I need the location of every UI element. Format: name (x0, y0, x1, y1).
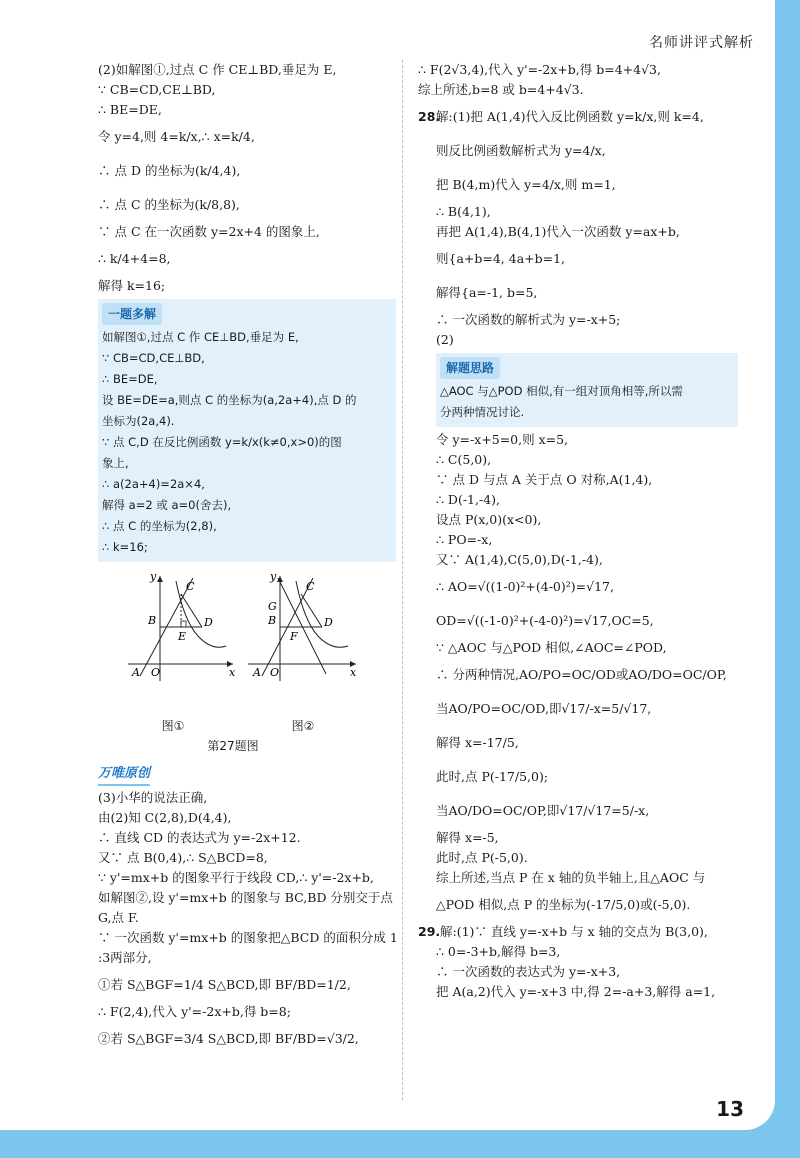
label-B: B (148, 614, 157, 627)
right-margin-band (775, 0, 800, 1158)
bottom-margin-band (0, 1130, 800, 1158)
text-line: ∵ 点 C 在一次函数 y=2x+4 的图象上, (98, 224, 320, 239)
label-D-2: D (324, 616, 333, 629)
label-C: C (186, 580, 195, 593)
text-line: 令 y=-x+5=0,则 x=5, (436, 432, 569, 447)
label-A-2: A (253, 666, 261, 679)
label-A: A (132, 666, 140, 679)
text-line: 把 A(a,2)代入 y=-x+3 中,得 2=-a+3,解得 a=1, (436, 984, 716, 999)
text-line: 设点 P(x,0)(x<0), (436, 512, 542, 527)
text-line: (3)小华的说法正确, (98, 790, 208, 805)
text-line: 综上所述,当点 P 在 x 轴的负半轴上,且△AOC 与 (436, 870, 706, 885)
text-line: ∴ 分两种情况,AO/PO=OC/OD或AO/DO=OC/OP, (436, 667, 727, 682)
text-line: ∴ B(4,1), (436, 204, 491, 219)
text-line: (2)如解图①,过点 C 作 CE⊥BD,垂足为 E, (98, 62, 337, 77)
box-line: 设 BE=DE=a,则点 C 的坐标为(a,2a+4),点 D 的 (102, 393, 357, 407)
brand-label: 万唯原创 (98, 764, 150, 786)
text-line: 当AO/PO=OC/OD,即√17/-x=5/√17, (436, 701, 652, 716)
question-number: 29. (418, 924, 441, 939)
text-line: 当AO/DO=OC/OP,即√17/√17=5/-x, (436, 803, 650, 818)
left-column (98, 60, 396, 1056)
label-B-2: B (268, 614, 277, 627)
label-G: G (268, 600, 277, 613)
text-line: 此时,点 P(-5,0). (436, 850, 528, 865)
text-line: 综上所述,b=8 或 b=4+4√3. (418, 82, 584, 97)
label-F: F (290, 630, 298, 643)
fig2-caption: 图② (291, 719, 315, 733)
text-line: 此时,点 P(-17/5,0); (436, 769, 549, 784)
text-line: ∴ D(-1,-4), (436, 492, 501, 507)
text-line: ∴ PO=-x, (436, 532, 493, 547)
text-line: ∴ 一次函数的表达式为 y=-x+3, (436, 964, 621, 979)
text-line: ∴ 点 D 的坐标为(k/4,4), (98, 163, 241, 178)
label-O: O (151, 666, 161, 679)
text-line: 又∵ A(1,4),C(5,0),D(-1,-4), (436, 552, 603, 567)
text-line: ②若 S△BGF=3/4 S△BCD,即 BF/BD=√3/2, (98, 1031, 359, 1046)
box-line: ∵ CB=CD,CE⊥BD, (102, 351, 205, 365)
text-line: ∴ 一次函数的解析式为 y=-x+5; (436, 312, 621, 327)
box-line: ∴ BE=DE, (102, 372, 158, 386)
figure-2 (248, 570, 357, 681)
box-line: ∴ k=16; (102, 540, 148, 554)
text-line: (2) (436, 332, 454, 347)
text-line: ①若 S△BGF=1/4 S△BCD,即 BF/BD=1/2, (98, 977, 351, 992)
right-column (418, 60, 738, 1002)
text-line: 则{a+b=4, 4a+b=1, (436, 251, 566, 266)
text-line: 则反比例函数解析式为 y=4/x, (436, 143, 606, 158)
text-line: ∴ F(2,4),代入 y'=-2x+b,得 b=8; (98, 1004, 291, 1019)
text-line: 如解图②,设 y'=mx+b 的图象与 BC,BD 分别交于点 (98, 890, 393, 905)
text-line: ∴ AO=√((1-0)²+(4-0)²)=√17, (436, 579, 614, 594)
geometry-figures (98, 566, 378, 716)
text-line: ∵ CB=CD,CE⊥BD, (98, 82, 216, 97)
question-number: 28. (418, 109, 441, 124)
text-line: ∴ C(5,0), (436, 452, 492, 467)
text-line: :3两部分, (98, 950, 152, 965)
figure-captions (108, 716, 368, 736)
axis-y-label-2: y (270, 570, 277, 583)
solution-idea-box (436, 353, 738, 427)
page-number: 13 (716, 1097, 744, 1121)
text-line: 解得 x=-5, (436, 830, 499, 845)
column-divider (402, 60, 403, 1100)
text-line: 解:(1)把 A(1,4)代入反比例函数 y=k/x,则 k=4, (436, 109, 704, 124)
text-line: ∵ 一次函数 y'=mx+b 的图象把△BCD 的面积分成 1 (98, 930, 398, 945)
text-line: 解:(1)∵ 直线 y=-x+b 与 x 轴的交点为 B(3,0), (439, 924, 708, 939)
box-line: 解得 a=2 或 a=0(舍去), (102, 498, 232, 512)
text-line: ∵ △AOC 与△POD 相似,∠AOC=∠POD, (436, 640, 667, 655)
axis-x-label-2: x (350, 666, 357, 679)
text-line: 解得{a=-1, b=5, (436, 285, 538, 300)
text-line: 解得 x=-17/5, (436, 735, 519, 750)
question-28-start (418, 100, 738, 134)
box-line: 如解图①,过点 C 作 CE⊥BD,垂足为 E, (102, 330, 299, 344)
text-line: ∴ k/4+4=8, (98, 251, 171, 266)
box-line: 分两种情况讨论. (440, 405, 525, 419)
text-line: ∴ 直线 CD 的表达式为 y=-2x+12. (98, 830, 301, 845)
box-tag: 解题思路 (440, 357, 500, 379)
fig1-caption: 图① (161, 719, 185, 733)
text-line: G,点 F. (98, 910, 139, 925)
text-line: ∴ F(2√3,4),代入 y'=-2x+b,得 b=4+4√3, (418, 62, 661, 77)
page-header: 名师讲评式解析 (649, 35, 754, 51)
figure-1 (128, 570, 236, 681)
text-line: ∴ BE=DE, (98, 102, 162, 117)
box-line: △AOC 与△POD 相似,有一组对顶角相等,所以需 (440, 384, 683, 398)
figures-27 (98, 566, 396, 716)
text-line: 再把 A(1,4),B(4,1)代入一次函数 y=ax+b, (436, 224, 680, 239)
label-E: E (178, 630, 187, 643)
text-line: ∴ 0=-3+b,解得 b=3, (436, 944, 561, 959)
box-tag: 一题多解 (102, 303, 162, 325)
label-O-2: O (270, 666, 280, 679)
label-D: D (204, 616, 213, 629)
text-line: △POD 相似,点 P 的坐标为(-17/5,0)或(-5,0). (436, 897, 691, 912)
text-line: 令 y=4,则 4=k/x,∴ x=k/4, (98, 129, 255, 144)
axis-y-label: y (150, 570, 157, 583)
box-line: ∴ a(2a+4)=2a×4, (102, 477, 205, 491)
question-29-start (418, 922, 738, 942)
text-line: 把 B(4,m)代入 y=4/x,则 m=1, (436, 177, 616, 192)
box-line: ∵ 点 C,D 在反比例函数 y=k/x(k≠0,x>0)的图 (102, 435, 342, 449)
box-line: 坐标为(2a,4). (102, 414, 175, 428)
text-line: ∵ 点 D 与点 A 关于点 O 对称,A(1,4), (436, 472, 653, 487)
text-line: OD=√((-1-0)²+(-4-0)²)=√17,OC=5, (436, 613, 654, 628)
text-line: 由(2)知 C(2,8),D(4,4), (98, 810, 232, 825)
text-line: ∵ y'=mx+b 的图象平行于线段 CD,∴ y'=-2x+b, (98, 870, 374, 885)
box-line: ∴ 点 C 的坐标为(2,8), (102, 519, 217, 533)
box-line: 象上, (102, 456, 129, 470)
label-C-2: C (306, 580, 315, 593)
text-line: 又∵ 点 B(0,4),∴ S△BCD=8, (98, 850, 268, 865)
alternative-solution-box (98, 299, 396, 562)
axis-x-label: x (229, 666, 236, 679)
text-line: ∴ 点 C 的坐标为(k/8,8), (98, 197, 240, 212)
text-line: 解得 k=16; (98, 278, 166, 293)
figure-title: 第27题图 (207, 739, 259, 753)
